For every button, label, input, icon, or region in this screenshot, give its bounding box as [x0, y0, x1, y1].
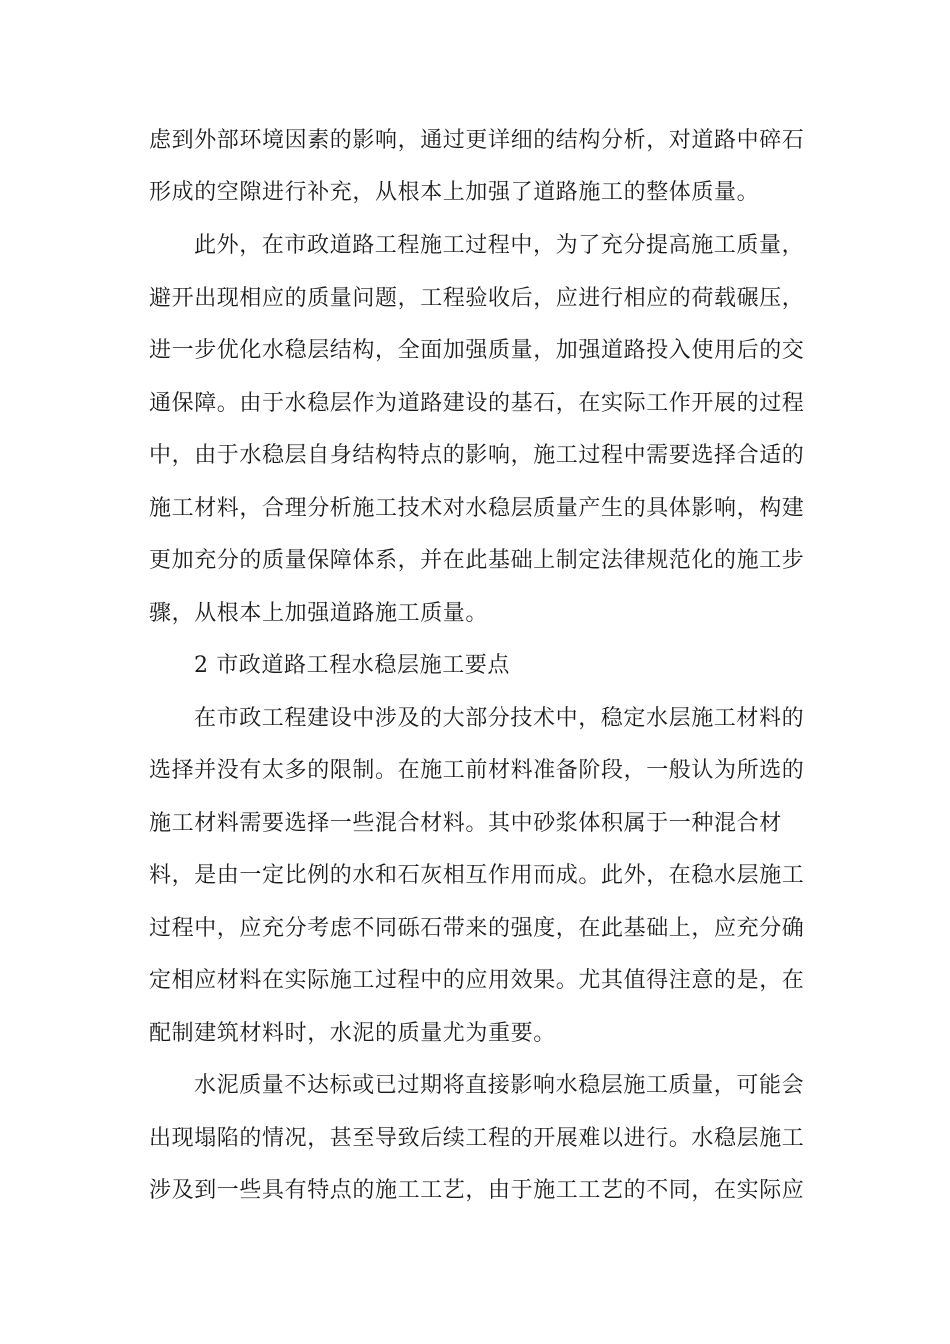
- text-line-9: 更加充分的质量保障体系，并在此基础上制定法律规范化的施工步: [149, 548, 805, 573]
- text-line-13: 选择并没有太多的限制。在施工前材料准备阶段，一般认为所选的: [149, 758, 805, 783]
- text-line-2: 形成的空隙进行补充，从根本上加强了道路施工的整体质量。: [149, 180, 760, 205]
- text-line-1: 虑到外部环境因素的影响，通过更详细的结构分析，对道路中碎石: [149, 128, 805, 153]
- text-line-6: 通保障。由于水稳层作为道路建设的基石，在实际工作开展的过程: [149, 391, 805, 416]
- section-heading: 2 市政道路工程水稳层施工要点: [194, 653, 510, 678]
- text-line-19: 水泥质量不达标或已过期将直接影响水稳层施工质量，可能会: [194, 1073, 805, 1098]
- text-line-20: 出现塌陷的情况，甚至导致后续工程的开展难以进行。水稳层施工: [149, 1126, 805, 1151]
- text-line-15: 料，是由一定比例的水和石灰相互作用而成。此外，在稳水层施工: [149, 863, 805, 888]
- text-line-4: 避开出现相应的质量问题，工程验收后，应进行相应的荷载碾压，: [149, 286, 805, 311]
- text-line-3: 此外，在市政道路工程施工过程中，为了充分提高施工质量，: [194, 233, 805, 258]
- text-line-14: 施工材料需要选择一些混合材料。其中砂浆体积属于一种混合材: [149, 811, 782, 836]
- text-line-12: 在市政工程建设中涉及的大部分技术中，稳定水层施工材料的: [194, 706, 805, 731]
- text-line-5: 进一步优化水稳层结构，全面加强质量，加强道路投入使用后的交: [149, 338, 805, 363]
- text-line-21: 涉及到一些具有特点的施工工艺，由于施工工艺的不同，在实际应: [149, 1178, 805, 1203]
- text-line-10: 骤，从根本上加强道路施工质量。: [149, 601, 489, 626]
- text-line-17: 定相应材料在实际施工过程中的应用效果。尤其值得注意的是，在: [149, 968, 805, 993]
- text-line-16: 过程中，应充分考虑不同砾石带来的强度，在此基础上，应充分确: [149, 916, 805, 941]
- text-line-8: 施工材料，合理分析施工技术对水稳层质量产生的具体影响，构建: [149, 496, 805, 521]
- text-line-7: 中，由于水稳层自身结构特点的影响，施工过程中需要选择合适的: [149, 443, 805, 468]
- text-line-18: 配制建筑材料时，水泥的质量尤为重要。: [149, 1021, 556, 1046]
